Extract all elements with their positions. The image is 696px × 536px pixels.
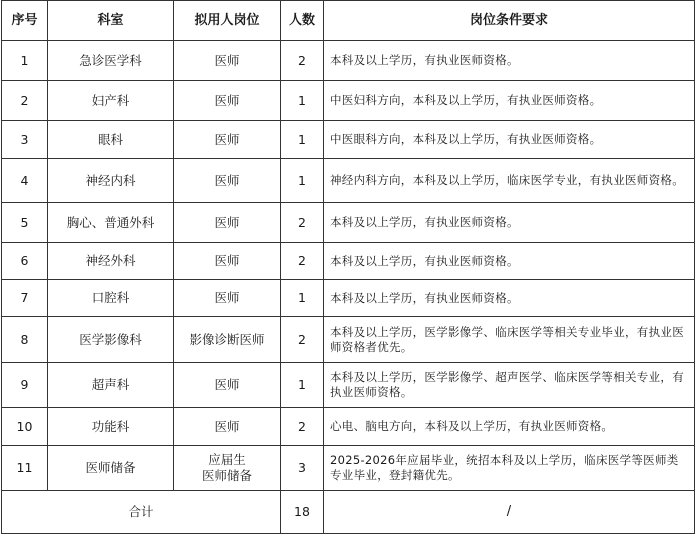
header-count: 人数 bbox=[281, 1, 324, 41]
table-row bbox=[2, 243, 695, 280]
cell-dept: 妇产科 bbox=[48, 81, 174, 121]
cell-seq: 8 bbox=[2, 317, 48, 363]
cell-post: 医师 bbox=[174, 121, 281, 159]
cell-post-line: 医师储备 bbox=[201, 468, 252, 483]
cell-post: 医师 bbox=[174, 408, 281, 446]
table-row bbox=[2, 280, 695, 317]
table-row bbox=[2, 446, 695, 491]
cell-post-line: 应届生 bbox=[208, 452, 246, 467]
cell-seq: 11 bbox=[2, 446, 48, 491]
cell-post: 医师 bbox=[174, 41, 281, 81]
table-row bbox=[2, 159, 695, 203]
cell-count: 1 bbox=[281, 159, 324, 203]
table-row bbox=[2, 81, 695, 121]
table-row bbox=[2, 121, 695, 159]
cell-post: 医师 bbox=[174, 81, 281, 121]
cell-seq: 6 bbox=[2, 243, 48, 280]
cell-requirements: 本科及以上学历，有执业医师资格。 bbox=[324, 280, 695, 317]
cell-post: 医师 bbox=[174, 243, 281, 280]
cell-count: 1 bbox=[281, 280, 324, 317]
header-requirements: 岗位条件要求 bbox=[324, 1, 695, 41]
cell-post: 医师 bbox=[174, 280, 281, 317]
cell-count: 1 bbox=[281, 81, 324, 121]
cell-dept: 神经外科 bbox=[48, 243, 174, 280]
cell-seq: 3 bbox=[2, 121, 48, 159]
cell-post: 影像诊断医师 bbox=[174, 317, 281, 363]
cell-post bbox=[174, 446, 281, 491]
cell-count: 1 bbox=[281, 363, 324, 408]
cell-seq: 2 bbox=[2, 81, 48, 121]
cell-requirements: 本科及以上学历，有执业医师资格。 bbox=[324, 41, 695, 81]
cell-count: 2 bbox=[281, 408, 324, 446]
total-label: 合计 bbox=[2, 491, 281, 534]
cell-seq: 5 bbox=[2, 203, 48, 243]
cell-post: 医师 bbox=[174, 363, 281, 408]
table-row bbox=[2, 41, 695, 81]
cell-dept: 功能科 bbox=[48, 408, 174, 446]
cell-requirements: 2025-2026年应届毕业，统招本科及以上学历，临床医学等医师类专业毕业，登封籍优先。 bbox=[324, 446, 695, 491]
cell-count: 2 bbox=[281, 41, 324, 81]
cell-requirements: 本科及以上学历，医学影像学、临床医学等相关专业毕业，有执业医师资格者优先。 bbox=[324, 317, 695, 363]
cell-seq: 1 bbox=[2, 41, 48, 81]
cell-requirements: 本科及以上学历，有执业医师资格。 bbox=[324, 203, 695, 243]
table-row bbox=[2, 363, 695, 408]
cell-count: 2 bbox=[281, 203, 324, 243]
cell-requirements: 神经内科方向，本科及以上学历，临床医学专业，有执业医师资格。 bbox=[324, 159, 695, 203]
cell-seq: 9 bbox=[2, 363, 48, 408]
recruitment-table-sheet bbox=[1, 0, 694, 534]
table-row bbox=[2, 317, 695, 363]
recruitment-table bbox=[1, 0, 695, 534]
header-seq: 序号 bbox=[2, 1, 48, 41]
header-dept: 科室 bbox=[48, 1, 174, 41]
total-row bbox=[2, 491, 695, 534]
cell-count: 2 bbox=[281, 317, 324, 363]
cell-dept: 超声科 bbox=[48, 363, 174, 408]
header-post: 拟用人岗位 bbox=[174, 1, 281, 41]
cell-requirements: 心电、脑电方向，本科及以上学历，有执业医师资格。 bbox=[324, 408, 695, 446]
cell-count: 3 bbox=[281, 446, 324, 491]
cell-requirements: 中医眼科方向，本科及以上学历，有执业医师资格。 bbox=[324, 121, 695, 159]
cell-dept: 医学影像科 bbox=[48, 317, 174, 363]
cell-dept: 眼科 bbox=[48, 121, 174, 159]
cell-count: 2 bbox=[281, 243, 324, 280]
total-count: 18 bbox=[281, 491, 324, 534]
cell-count: 1 bbox=[281, 121, 324, 159]
cell-seq: 4 bbox=[2, 159, 48, 203]
cell-post: 医师 bbox=[174, 203, 281, 243]
total-requirements: / bbox=[324, 491, 695, 534]
cell-requirements: 本科及以上学历，有执业医师资格。 bbox=[324, 243, 695, 280]
cell-requirements: 本科及以上学历，医学影像学、超声医学、临床医学等相关专业，有执业医师资格。 bbox=[324, 363, 695, 408]
cell-requirements: 中医妇科方向，本科及以上学历，有执业医师资格。 bbox=[324, 81, 695, 121]
cell-dept: 胸心、普通外科 bbox=[48, 203, 174, 243]
table-row bbox=[2, 203, 695, 243]
cell-seq: 10 bbox=[2, 408, 48, 446]
table-header-row bbox=[2, 1, 695, 41]
cell-dept: 神经内科 bbox=[48, 159, 174, 203]
cell-dept: 急诊医学科 bbox=[48, 41, 174, 81]
cell-dept: 医师储备 bbox=[48, 446, 174, 491]
cell-post: 医师 bbox=[174, 159, 281, 203]
table-row bbox=[2, 408, 695, 446]
cell-seq: 7 bbox=[2, 280, 48, 317]
cell-dept: 口腔科 bbox=[48, 280, 174, 317]
